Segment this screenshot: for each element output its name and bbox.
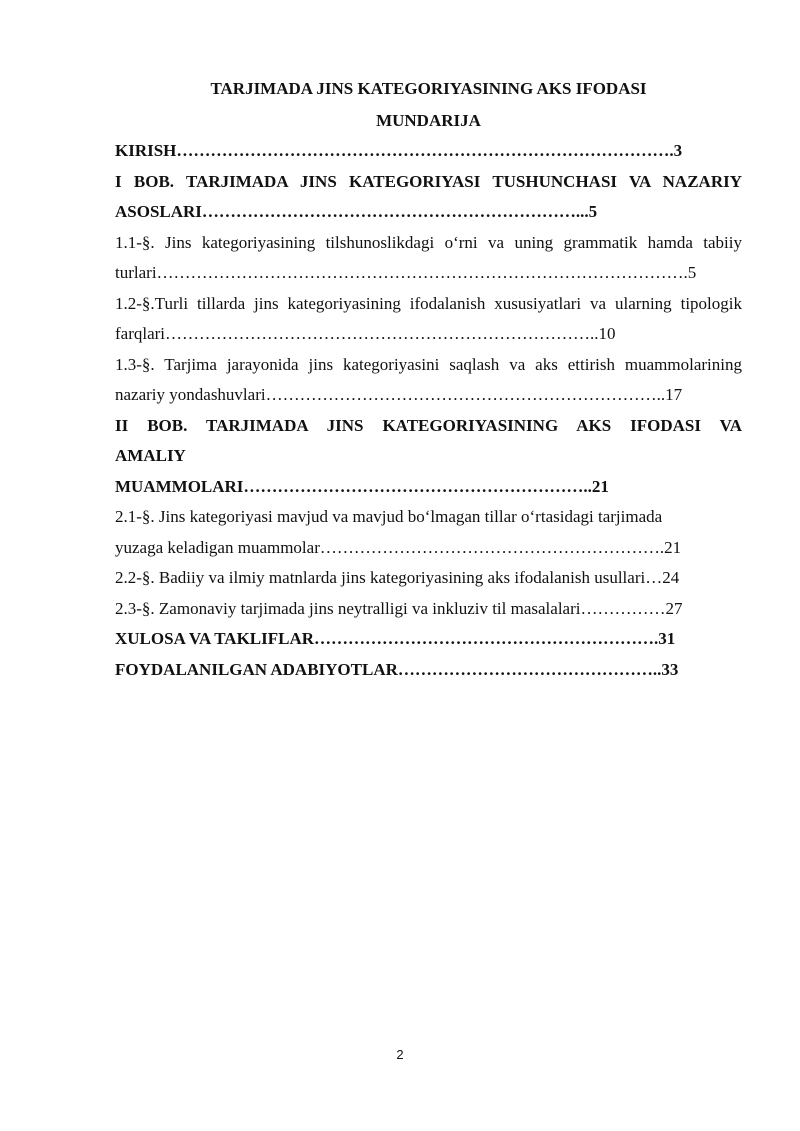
toc-entry-section-2-1[interactable] [115,502,742,563]
toc-entry-chapter-1[interactable]: I BOB. TARJIMADA JINS KATEGORIYASI TUSHUNCHASI VA NAZARIY ASOSLARI…………………………………………………………...5 [115,171,742,221]
toc-entry-section-2-2[interactable]: 2.2-§. Badiiy va ilmiy matnlarda jins kategoriyasining aks ifodalanish usullari…24 [115,568,680,587]
toc-entry-chapter-2-line-2: AMALIY [115,446,186,465]
toc-entry-chapter-2-line-3: MUAMMOLARI……………………………………………………..21 [115,476,609,496]
toc-heading: MUNDARIJA [376,111,481,130]
toc-entry-section-2-1-line-1: 2.1-§. Jins kategoriyasi mavjud va mavjud bo‘lmagan tillar o‘rtasidagi tarjimada [115,507,663,526]
toc-entry-chapter-2[interactable] [115,411,742,503]
table-of-contents [115,74,742,685]
page-number: 2 [396,1047,404,1062]
toc-entry-section-1-1[interactable]: 1.1-§. Jins kategoriyasining tilshunoslikdagi o‘rni va uning grammatik hamda tabiiy turlari………………………………………………………………………………….5 [115,232,742,282]
toc-entry-section-2-3[interactable]: 2.3-§. Zamonaviy tarjimada jins neytralligi va inkluziv til masalalari……………27 [115,598,683,618]
toc-entry-kirish[interactable]: KIRISH…………………………………………………………………………….3 [115,141,683,160]
toc-entry-adabiyotlar[interactable]: FOYDALANILGAN ADABIYOTLAR………………………………………..33 [115,659,679,679]
toc-entry-chapter-2-line-1: II BOB. TARJIMADA JINS KATEGORIYASINING AKS IFODASI VA [115,415,742,435]
document-title: TARJIMADA JINS KATEGORIYASINING AKS IFODASI [210,79,647,98]
toc-entry-section-1-2[interactable]: 1.2-§.Turli tillarda jins kategoriyasining ifodalanish xususiyatlari va ularning tipologik farqlari…………………………………………………………………..10 [115,293,742,343]
toc-entry-section-2-1-line-2: yuzaga keladigan muammolar…………………………………………………….21 [115,537,682,557]
toc-entry-xulosa[interactable]: XULOSA VA TAKLIFLAR…………………………………………………….31 [115,629,676,648]
toc-entry-section-1-3[interactable]: 1.3-§. Tarjima jarayonida jins kategoriyasini saqlash va aks ettirish muammolarining nazariy yondashuvlari……………………………………………………………..17 [115,354,742,404]
